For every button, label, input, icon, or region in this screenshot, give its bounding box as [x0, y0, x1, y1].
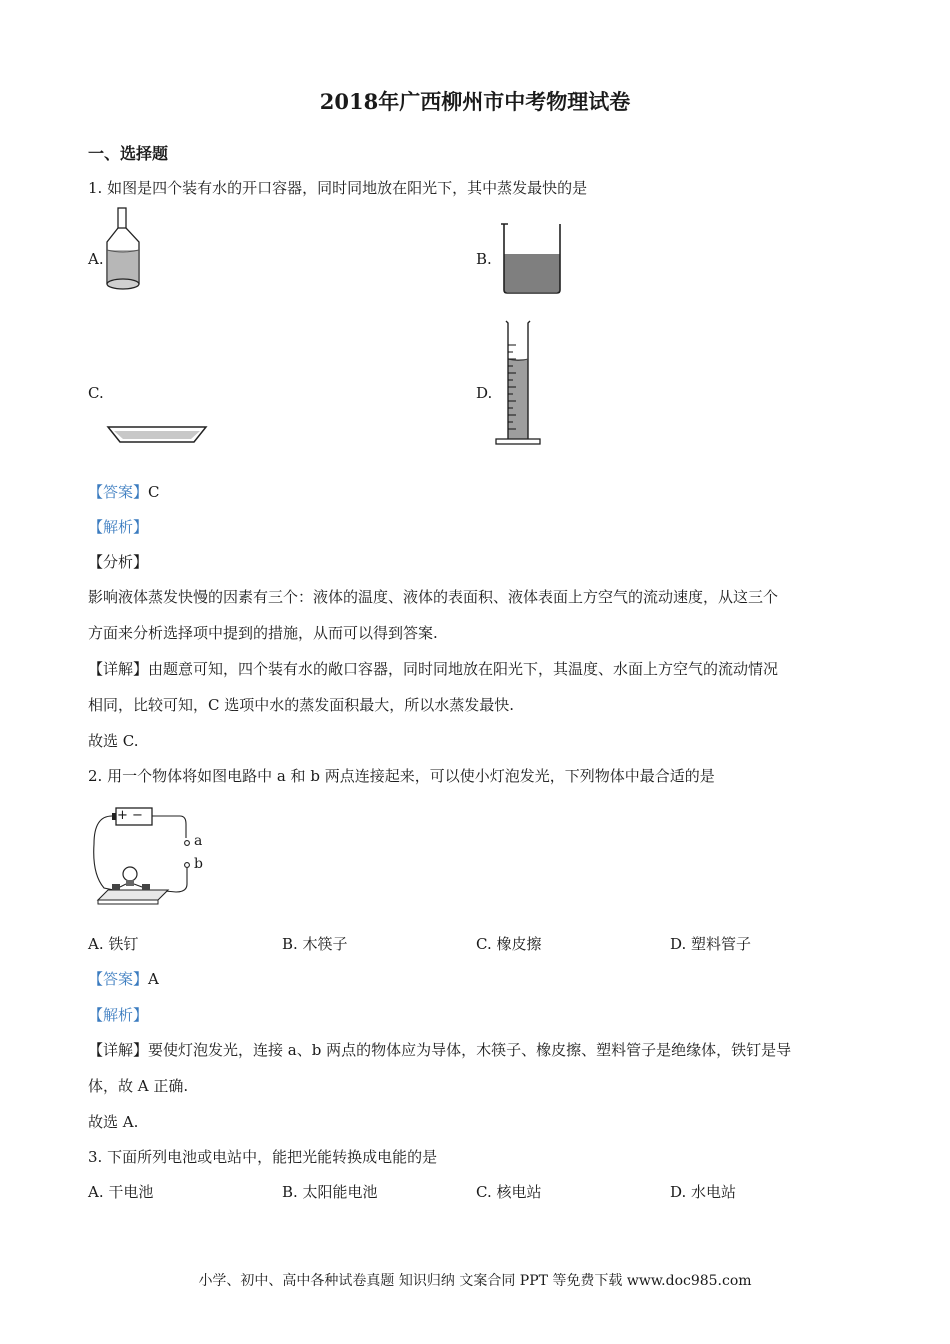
narrow-bottle-figure [104, 206, 144, 294]
q3-option-d: D. 水电站 [670, 1183, 737, 1201]
q1-option-d: D. [476, 384, 493, 402]
q2-option-c: C. 橡皮擦 [476, 935, 542, 953]
q3-option-a: A. 干电池 [88, 1183, 154, 1201]
q2-detail-1: 【详解】要使灯泡发光，连接 a、b 两点的物体应为导体，木筷子、橡皮擦、塑料管子是绝缘体，铁钉是导 [88, 1041, 792, 1059]
page-title: 2018年广西柳州市中考物理试卷 [319, 89, 631, 114]
battery-label: + − [117, 808, 143, 823]
q1-fenxi-text-1: 影响液体蒸发快慢的因素有三个：液体的温度、液体的表面积、液体表面上方空气的流动速度，从这三个 [88, 588, 779, 606]
answer-tag: 【答案】 [88, 970, 149, 988]
q2-option-a: A. 铁钉 [88, 935, 139, 953]
q2-analysis-tag: 【解析】 [88, 1006, 149, 1024]
q2-answer [88, 968, 159, 989]
q1-detail-1: 【详解】由题意可知，四个装有水的敞口容器，同时同地放在阳光下，其温度、水面上方空气的流动情况 [88, 660, 779, 678]
q2-stem: 2. 用一个物体将如图电路中 a 和 b 两点连接起来，可以使小灯泡发光，下列物体中最合适的是 [88, 767, 715, 785]
answer-tag: 【答案】 [88, 483, 149, 501]
q1-option-b: B. [476, 250, 492, 268]
measuring-cylinder-figure [494, 319, 548, 447]
section-heading: 一、选择题 [88, 144, 169, 163]
q1-fenxi-tag: 【分析】 [88, 553, 149, 571]
q1-option-a: A. [88, 250, 104, 268]
point-a-label: a [194, 833, 203, 849]
answer-value: C [148, 483, 160, 501]
footer-text: 小学、初中、高中各种试卷真题 知识归纳 文案合同 PPT 等免费下载 www.doc985.com [198, 1273, 752, 1289]
q2-option-b: B. 木筷子 [282, 935, 348, 953]
q3-stem: 3. 下面所列电池或电站中，能把光能转换成电能的是 [88, 1148, 438, 1166]
q1-stem: 1. 如图是四个装有水的开口容器，同时同地放在阳光下，其中蒸发最快的是 [88, 179, 588, 197]
beaker-figure [500, 222, 564, 296]
q1-answer [88, 481, 160, 502]
q2-option-d: D. 塑料管子 [670, 935, 752, 953]
q1-detail-2: 相同，比较可知，C 选项中水的蒸发面积最大，所以水蒸发最快. [88, 696, 515, 714]
q1-analysis-tag: 【解析】 [88, 518, 149, 536]
answer-value: A [148, 970, 159, 988]
q2-conclusion: 故选 A. [88, 1113, 139, 1131]
q1-option-c: C. [88, 384, 104, 402]
q1-fenxi-text-2: 方面来分析选择项中提到的措施，从而可以得到答案. [88, 624, 438, 642]
q1-conclusion: 故选 C. [88, 732, 139, 750]
shallow-dish-figure [106, 424, 208, 446]
q3-option-b: B. 太阳能电池 [282, 1183, 378, 1201]
q3-option-c: C. 核电站 [476, 1183, 542, 1201]
point-b-label: b [194, 856, 203, 872]
q2-detail-2: 体，故 A 正确. [88, 1077, 189, 1095]
